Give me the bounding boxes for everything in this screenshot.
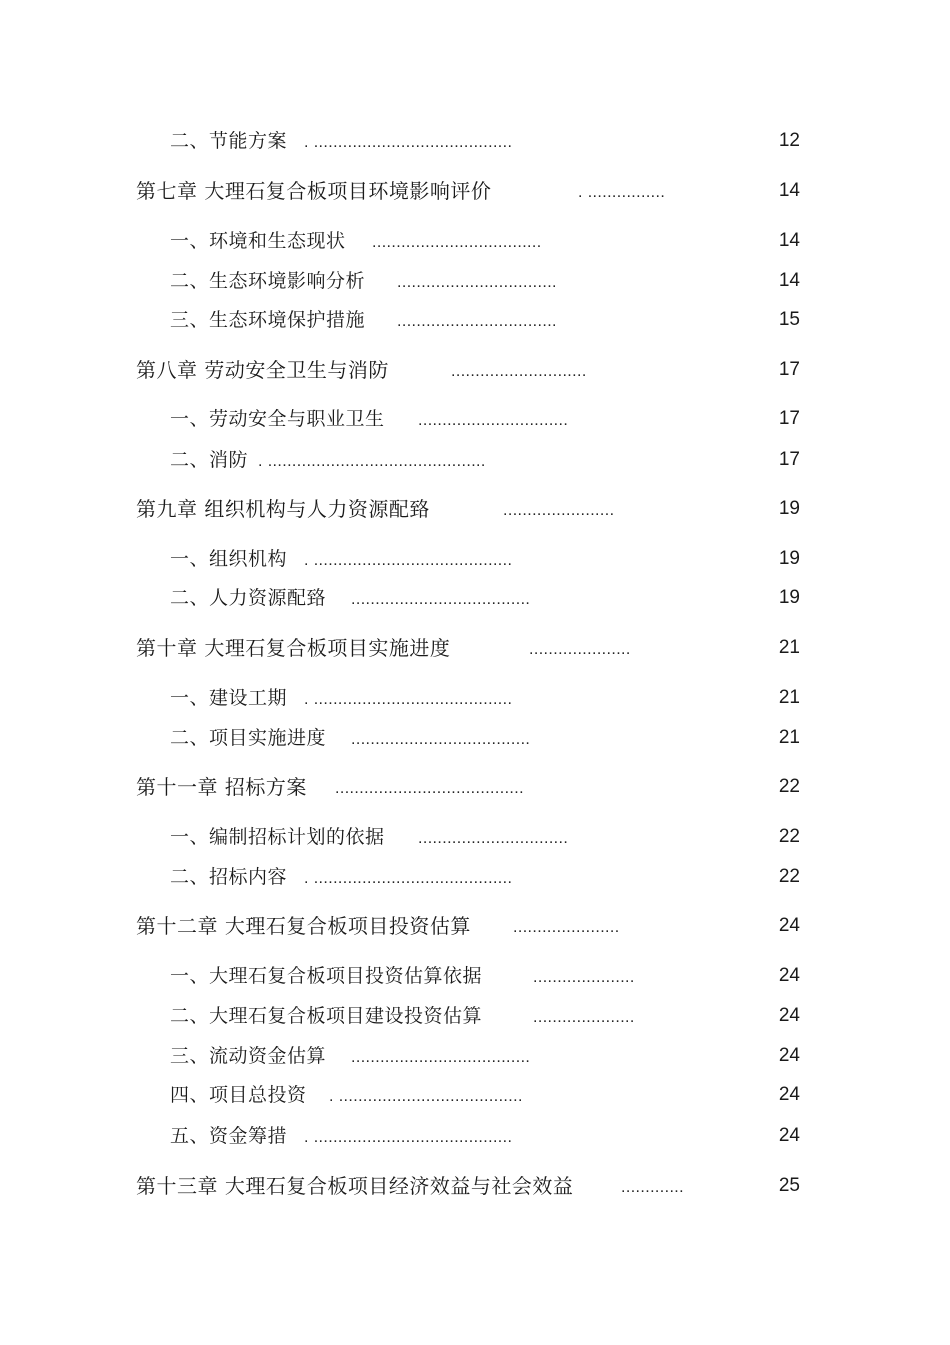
toc-dot-leader: . ...................................... <box>329 1088 523 1105</box>
toc-entry-title: 一、建设工期 <box>170 687 288 709</box>
toc-page-number: 19 <box>778 498 800 519</box>
toc-dot-leader: . ......................................... <box>304 134 513 151</box>
toc-entry-title: 二、招标内容 <box>170 866 288 888</box>
toc-section-entry[interactable] <box>0 862 950 892</box>
toc-chapter-entry[interactable] <box>0 355 950 385</box>
toc-dot-leader: ..................... <box>533 1009 635 1026</box>
toc-dot-leader: ................................. <box>397 274 557 291</box>
toc-page-number: 19 <box>778 548 800 569</box>
toc-entry-title: 一、编制招标计划的依据 <box>170 826 385 848</box>
toc-entry-title: 第七章 大理石复合板项目环境影响评价 <box>136 179 492 203</box>
toc-section-entry[interactable] <box>0 266 950 296</box>
toc-dot-leader: ............................... <box>418 830 569 847</box>
toc-chapter-entry[interactable] <box>0 911 950 941</box>
toc-dot-leader: ............. <box>621 1179 684 1196</box>
toc-dot-leader: ..................................... <box>351 591 531 608</box>
toc-entry-title: 一、环境和生态现状 <box>170 230 346 252</box>
toc-entry-title: 三、生态环境保护措施 <box>170 309 366 331</box>
toc-dot-leader: . ................ <box>578 184 666 201</box>
toc-entry-title: 四、项目总投资 <box>170 1084 307 1106</box>
toc-page-number: 21 <box>778 637 800 658</box>
toc-dot-leader: ..................................... <box>351 731 531 748</box>
toc-page-number: 22 <box>778 776 800 797</box>
toc-dot-leader: ..................................... <box>351 1049 531 1066</box>
toc-dot-leader: ...................... <box>513 919 620 936</box>
toc-dot-leader: . ......................................... <box>304 691 513 708</box>
toc-entry-title: 一、组织机构 <box>170 548 288 570</box>
toc-section-entry[interactable] <box>0 583 950 613</box>
toc-entry-title: 五、资金筹措 <box>170 1125 288 1147</box>
toc-entry-title: 二、生态环境影响分析 <box>170 270 366 292</box>
toc-section-entry[interactable] <box>0 1041 950 1071</box>
toc-dot-leader: ................................... <box>372 234 542 251</box>
toc-section-entry[interactable] <box>0 445 950 475</box>
toc-page-number: 14 <box>778 270 800 291</box>
toc-section-entry[interactable] <box>0 126 950 156</box>
toc-page-number: 14 <box>778 230 800 251</box>
toc-page-number: 22 <box>778 826 800 847</box>
toc-page-number: 24 <box>778 1005 800 1026</box>
toc-section-entry[interactable] <box>0 544 950 574</box>
toc-dot-leader: . ......................................... <box>304 870 513 887</box>
toc-section-entry[interactable] <box>0 822 950 852</box>
toc-chapter-entry[interactable] <box>0 1171 950 1201</box>
toc-dot-leader: ..................... <box>533 969 635 986</box>
toc-section-entry[interactable] <box>0 961 950 991</box>
toc-chapter-entry[interactable] <box>0 633 950 663</box>
toc-page-number: 17 <box>778 449 800 470</box>
toc-section-entry[interactable] <box>0 226 950 256</box>
toc-page-number: 15 <box>778 309 800 330</box>
toc-entry-title: 二、大理石复合板项目建设投资估算 <box>170 1005 483 1027</box>
toc-page-number: 22 <box>778 866 800 887</box>
toc-section-entry[interactable] <box>0 404 950 434</box>
toc-entry-title: 一、劳动安全与职业卫生 <box>170 408 385 430</box>
toc-page-number: 17 <box>778 408 800 429</box>
toc-section-entry[interactable] <box>0 683 950 713</box>
toc-chapter-entry[interactable] <box>0 494 950 524</box>
toc-dot-leader: ....................... <box>503 502 615 519</box>
toc-entry-title: 二、消防 <box>170 449 249 471</box>
toc-section-entry[interactable] <box>0 1121 950 1151</box>
toc-page-number: 14 <box>778 180 800 201</box>
toc-entry-title: 第十一章 招标方案 <box>136 775 307 799</box>
toc-dot-leader: ....................................... <box>335 780 524 797</box>
toc-page-number: 24 <box>778 1125 800 1146</box>
toc-section-entry[interactable] <box>0 305 950 335</box>
toc-dot-leader: . ......................................... <box>304 552 513 569</box>
toc-chapter-entry[interactable] <box>0 176 950 206</box>
toc-entry-title: 第十章 大理石复合板项目实施进度 <box>136 636 451 660</box>
toc-page-number: 24 <box>778 1084 800 1105</box>
toc-page-number: 24 <box>778 1045 800 1066</box>
toc-chapter-entry[interactable] <box>0 772 950 802</box>
toc-page-number: 17 <box>778 359 800 380</box>
toc-page-number: 25 <box>778 1175 800 1196</box>
toc-page-number: 21 <box>778 687 800 708</box>
toc-entry-title: 一、大理石复合板项目投资估算依据 <box>170 965 483 987</box>
toc-entry-title: 第八章 劳动安全卫生与消防 <box>136 358 389 382</box>
toc-section-entry[interactable] <box>0 1001 950 1031</box>
toc-page-number: 21 <box>778 727 800 748</box>
toc-section-entry[interactable] <box>0 723 950 753</box>
toc-entry-title: 第十三章 大理石复合板项目经济效益与社会效益 <box>136 1174 574 1198</box>
toc-entry-title: 三、流动资金估算 <box>170 1045 327 1067</box>
toc-entry-title: 二、人力资源配臵 <box>170 587 327 609</box>
toc-entry-title: 第十二章 大理石复合板项目投资估算 <box>136 914 471 938</box>
toc-page-number: 12 <box>778 130 800 151</box>
toc-section-entry[interactable] <box>0 1080 950 1110</box>
toc-dot-leader: . ......................................... <box>304 1129 513 1146</box>
toc-page-number: 24 <box>778 965 800 986</box>
toc-dot-leader: . ............................................. <box>258 453 486 470</box>
toc-entry-title: 二、节能方案 <box>170 130 288 152</box>
toc-page-number: 24 <box>778 915 800 936</box>
toc-entry-title: 第九章 组织机构与人力资源配臵 <box>136 497 430 521</box>
toc-dot-leader: ................................. <box>397 313 557 330</box>
toc-dot-leader: ............................... <box>418 412 569 429</box>
toc-dot-leader: ..................... <box>529 641 631 658</box>
toc-entry-title: 二、项目实施进度 <box>170 727 327 749</box>
toc-dot-leader: ............................ <box>451 363 587 380</box>
toc-page-number: 19 <box>778 587 800 608</box>
